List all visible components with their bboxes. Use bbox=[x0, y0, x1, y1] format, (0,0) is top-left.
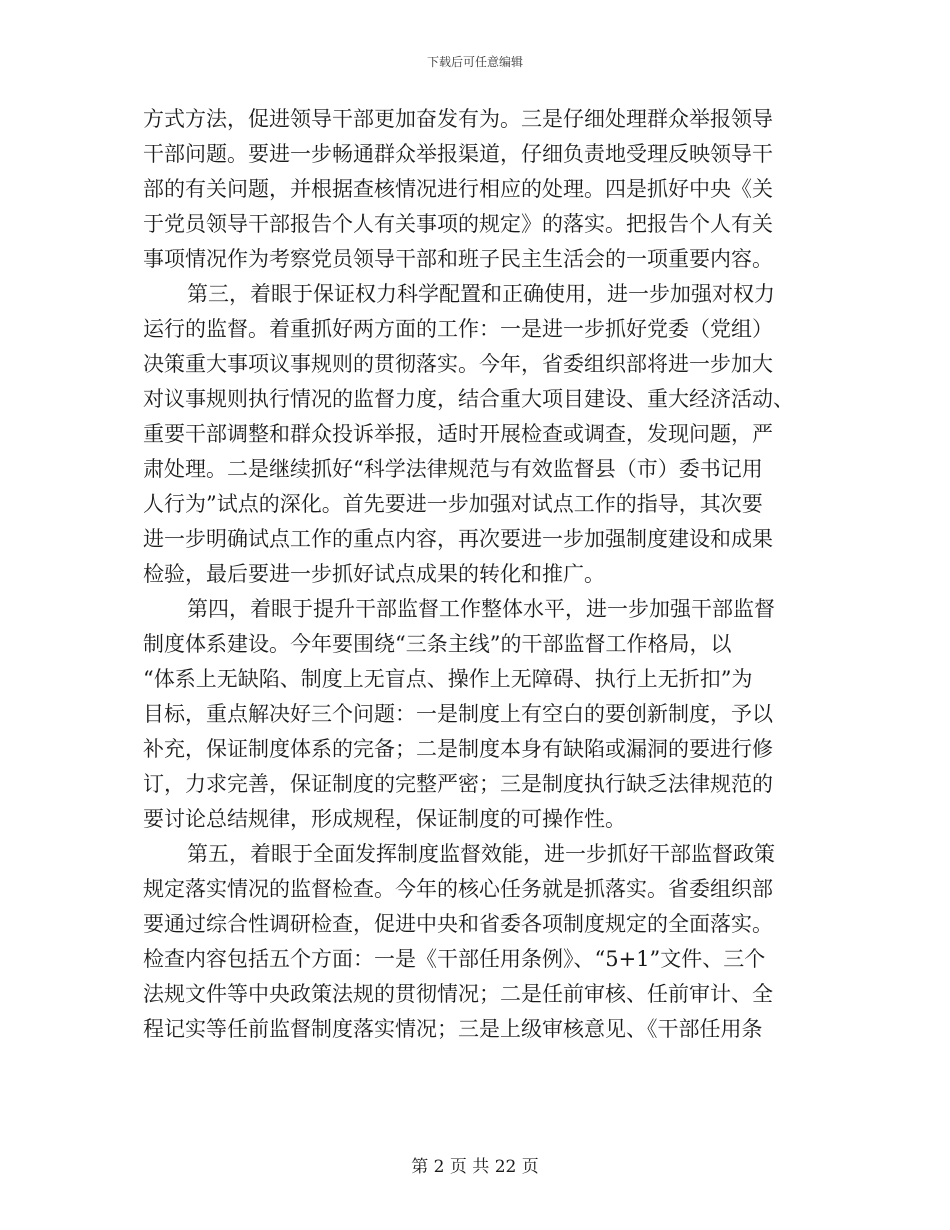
document-body bbox=[143, 102, 818, 1047]
text-line: 制度体系建设。今年要围绕“三条主线”的干部监督工作格局，以 bbox=[143, 632, 732, 656]
text-line: 目标，重点解决好三个问题：一是制度上有空白的要创新制度，予以 bbox=[143, 702, 773, 726]
text-line: 部的有关问题，并根据查核情况进行相应的处理。四是抓好中央《关 bbox=[143, 177, 773, 201]
text-line: 要讨论总结规律，形成规程，保证制度的可操作性。 bbox=[143, 807, 626, 831]
page-number-footer: 第 2 页 共 22 页 bbox=[411, 1157, 539, 1177]
paragraph-start-line: 第五，着眼于全面发挥制度监督效能，进一步抓好干部监督政策 bbox=[187, 842, 775, 866]
paragraph-start-line: 第三，着眼于保证权力科学配置和正确使用，进一步加强对权力 bbox=[187, 282, 775, 306]
text-line: 程记实等任前监督制度落实情况；三是上级审核意见、《干部任用条 bbox=[143, 1017, 763, 1041]
text-line: 重要干部调整和群众投诉举报，适时开展检查或调查，发现问题，严 bbox=[143, 422, 773, 446]
text-line: 补充，保证制度体系的完备；二是制度本身有缺陷或漏洞的要进行修 bbox=[143, 737, 773, 761]
text-line: 对议事规则执行情况的监督力度，结合重大项目建设、重大经济活动、 bbox=[143, 387, 794, 411]
text-line: 法规文件等中央政策法规的贯彻情况；二是任前审核、任前审计、全 bbox=[143, 982, 773, 1006]
text-line: 运行的监督。着重抓好两方面的工作：一是进一步抓好党委（党组） bbox=[143, 317, 773, 341]
text-line: 检查内容包括五个方面：一是《干部任用条例》、“5+1”文件、三个 bbox=[143, 947, 766, 971]
text-line: 检验，最后要进一步抓好试点成果的转化和推广。 bbox=[143, 562, 605, 586]
text-line: “体系上无缺陷、制度上无盲点、操作上无障碍、执行上无折扣”为 bbox=[143, 667, 753, 691]
text-line: 要通过综合性调研检查，促进中央和省委各项制度规定的全面落实。 bbox=[143, 912, 773, 936]
page-header: 下载后可任意编辑 bbox=[426, 55, 523, 69]
text-line: 肃处理。二是继续抓好“科学法律规范与有效监督县（市）委书记用 bbox=[143, 457, 763, 481]
text-line: 进一步明确试点工作的重点内容，再次要进一步加强制度建设和成果 bbox=[143, 527, 773, 551]
text-line: 决策重大事项议事规则的贯彻落实。今年，省委组织部将进一步加大 bbox=[143, 352, 773, 376]
text-line: 事项情况作为考察党员领导干部和班子民主生活会的一项重要内容。 bbox=[143, 247, 773, 271]
text-line: 订，力求完善，保证制度的完整严密；三是制度执行缺乏法律规范的 bbox=[143, 772, 773, 796]
paragraph-start-line: 第四，着眼于提升干部监督工作整体水平，进一步加强干部监督 bbox=[187, 597, 775, 621]
text-line: 方式方法，促进领导干部更加奋发有为。三是仔细处理群众举报领导 bbox=[143, 107, 773, 131]
text-line: 人行为”试点的深化。首先要进一步加强对试点工作的指导，其次要 bbox=[143, 492, 763, 516]
text-line: 于党员领导干部报告个人有关事项的规定》的落实。把报告个人有关 bbox=[143, 212, 773, 236]
text-line: 干部问题。要进一步畅通群众举报渠道，仔细负责地受理反映领导干 bbox=[143, 142, 773, 166]
text-line: 规定落实情况的监督检查。今年的核心任务就是抓落实。省委组织部 bbox=[143, 877, 773, 901]
